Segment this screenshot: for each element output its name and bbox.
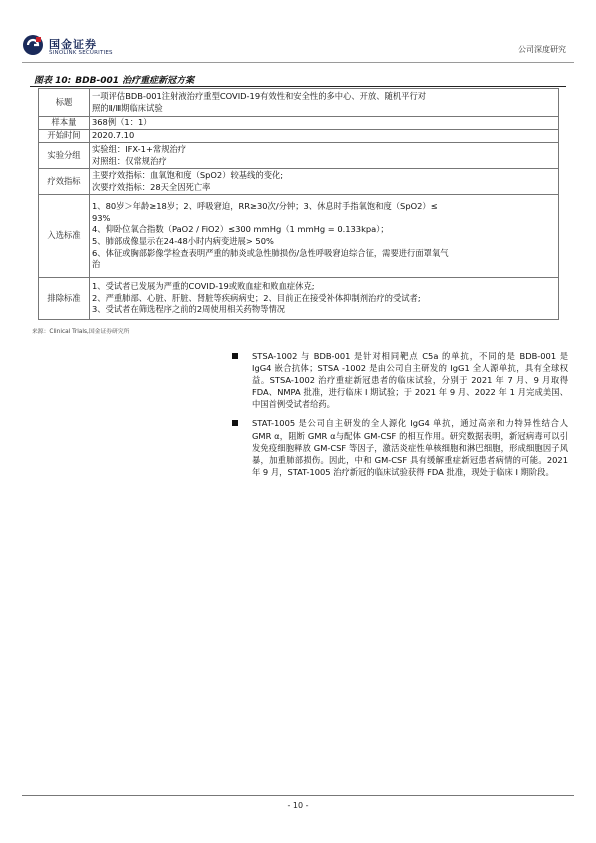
row-key: 入选标准 bbox=[39, 195, 90, 278]
logo-chinese-name: 国金证券 bbox=[49, 38, 97, 51]
square-bullet-icon bbox=[232, 420, 238, 426]
row-value-line: 1、受试者已发展为严重的COVID-19或败血症和败血症休克; bbox=[92, 281, 315, 292]
table-row-groups bbox=[39, 143, 559, 169]
table-row-start-date bbox=[39, 130, 559, 143]
row-value-line: 照的Ⅱ/Ⅲ期临床试验 bbox=[92, 102, 163, 113]
row-value bbox=[90, 130, 559, 143]
figure-number: 图表 10: bbox=[34, 76, 72, 86]
footer-divider bbox=[22, 795, 574, 796]
bullet-list bbox=[232, 350, 568, 485]
table-row-title bbox=[39, 89, 559, 117]
row-value-line: 5、肺部成像显示在24-48小时内病变进展> 50% bbox=[92, 236, 274, 246]
logo-english-name: SINOLINK SECURITIES bbox=[49, 50, 113, 56]
table-row-efficacy bbox=[39, 169, 559, 195]
row-value-line: 治 bbox=[92, 259, 101, 270]
row-value-line: 一项评估BDB-001注射液治疗重型COVID-19有效性和安全性的多中心、开放、随机平行对 bbox=[92, 90, 427, 101]
square-bullet-icon bbox=[232, 353, 238, 359]
bullet-item bbox=[232, 417, 568, 477]
row-value bbox=[90, 143, 559, 169]
report-type: 公司深度研究 bbox=[518, 45, 566, 54]
table-row-sample-size bbox=[39, 117, 559, 130]
sinolink-logo-icon bbox=[22, 34, 44, 56]
row-value-line: 实验组：IFX-1+常规治疗 bbox=[92, 143, 187, 154]
row-value-line: 93% bbox=[92, 212, 111, 223]
table-row-inclusion bbox=[39, 195, 559, 278]
row-value-line: 主要疗效指标：血氧饱和度（SpO2）较基线的变化; bbox=[92, 169, 284, 180]
page-number: - 10 - bbox=[287, 801, 309, 810]
row-key: 标题 bbox=[39, 89, 90, 117]
row-key: 排除标准 bbox=[39, 278, 90, 320]
row-key: 实验分组 bbox=[39, 143, 90, 169]
figure-title-rule bbox=[30, 86, 566, 87]
row-value-line: 次要疗效指标：28天全因死亡率 bbox=[92, 181, 211, 192]
bullet-text: STAT-1005 是公司自主研发的全人源化 IgG4 单抗，通过高亲和力特异性结合人 GMR α，阻断 GMR α与配体 GM-CSF 的相互作用。研究数据表明，新冠病毒可以引发免疫细胞释放 GM-CSF 等因子，激活炎症性单核细胞和淋巴细胞，形成细胞因子风暴，加重肺部损伤。因此，中和 GM-CSF 具有缓解重症新冠患者病情的可能。2021 年 9 月，STAT-1005 治疗新冠的临床试验获得 FDA 批准，现处于临床 I 期阶段。 bbox=[252, 418, 568, 477]
figure-title-text: BDB-001 治疗重症新冠方案 bbox=[75, 76, 195, 86]
row-key: 样本量 bbox=[39, 117, 90, 130]
row-key: 疗效指标 bbox=[39, 169, 90, 195]
row-value-line: 2、严重肺部、心脏、肝脏、肾脏等疾病病史；2、目前正在接受补体抑制剂治疗的受试者; bbox=[92, 292, 421, 303]
trial-spec-table bbox=[38, 88, 559, 320]
row-value bbox=[90, 89, 559, 117]
row-value-line: 1、80岁＞年龄≥18岁；2、呼吸窘迫，RR≥30次/分钟；3、休息时手指氧饱和度（SpO2）≤ bbox=[92, 201, 438, 212]
figure-title bbox=[34, 73, 194, 86]
row-value-line: 368例（1：1） bbox=[92, 117, 152, 128]
row-value bbox=[90, 195, 559, 278]
row-value bbox=[90, 169, 559, 195]
row-value bbox=[90, 117, 559, 130]
row-value-line: 2020.7.10 bbox=[92, 130, 135, 141]
bullet-item bbox=[232, 350, 568, 410]
row-key: 开始时间 bbox=[39, 130, 90, 143]
bullet-text: STSA-1002 与 BDB-001 是针对相同靶点 C5a 的单抗，不同的是 BDB-001 是 IgG4 嵌合抗体；STSA -1002 是由公司自主研发的 IgG1 全人源单抗，具有全球权益。STSA-1002 治疗重症新冠患者的临床试验，分别于 2021 年 7 月、9 月取得 FDA、NMPA 批准，进行临床 I 期试验；于 2021 年 9 月、2022 年 1 月完成美国、中国首例受试者给药。 bbox=[252, 351, 568, 410]
company-logo bbox=[22, 34, 112, 62]
table-row-exclusion bbox=[39, 278, 559, 320]
row-value-line: 对照组：仅常规治疗 bbox=[92, 155, 167, 166]
row-value-line: 6、体征或胸部影像学检查表明严重的肺炎或急性肺损伤/急性呼吸窘迫综合征，需要进行面罩氧气 bbox=[92, 247, 449, 258]
figure-source: 来源：Clinical Trials,国金证券研究所 bbox=[32, 329, 130, 335]
row-value-line: 3、受试者在筛选程序之前的2周使用相关药物等情况 bbox=[92, 304, 286, 315]
row-value-line: 4、仰卧位氧合指数（PaO2 / FiO2）≤300 mmHg（1 mmHg = 0.133kpa）； bbox=[92, 224, 389, 235]
header-divider bbox=[22, 62, 574, 63]
row-value bbox=[90, 278, 559, 320]
